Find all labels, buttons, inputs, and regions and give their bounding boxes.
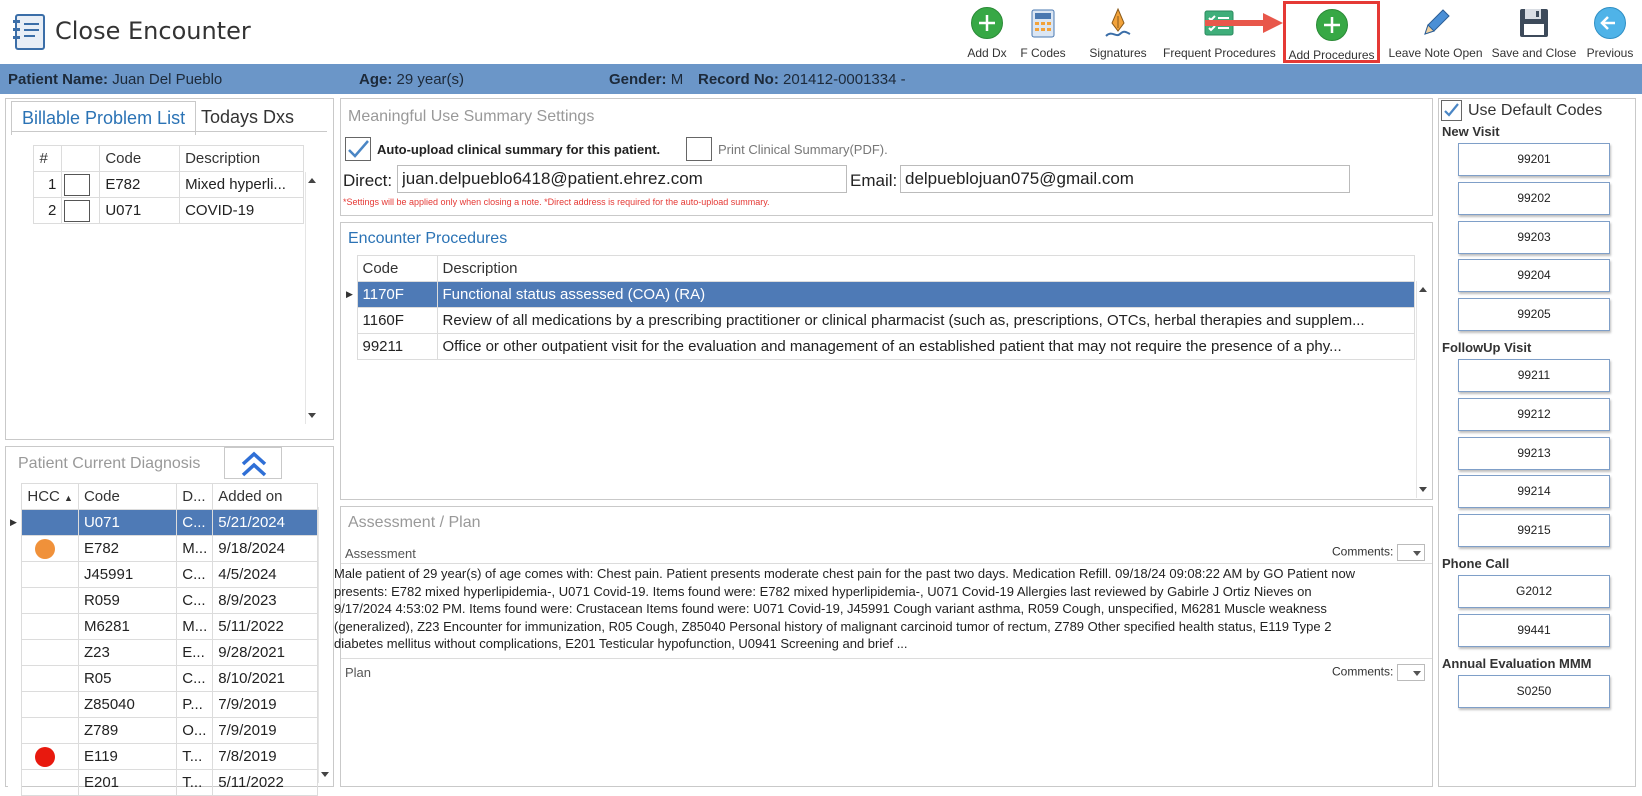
plan-comments[interactable]: Comments: bbox=[1332, 664, 1425, 681]
signatures-button[interactable]: Signatures bbox=[1082, 4, 1154, 60]
collapse-button[interactable] bbox=[224, 447, 282, 479]
email-field[interactable] bbox=[900, 165, 1350, 193]
table-row[interactable]: ▶ 1170F Functional status assessed (COA) (RA) bbox=[343, 282, 1414, 308]
procedures-scrollbar[interactable] bbox=[1416, 281, 1430, 498]
hcc-cell bbox=[22, 614, 79, 640]
row-indicator bbox=[8, 744, 22, 770]
header bbox=[0, 0, 1642, 62]
use-default-codes-label: Use Default Codes bbox=[1468, 102, 1603, 119]
row-checkbox[interactable] bbox=[64, 174, 90, 196]
table-header bbox=[343, 256, 1414, 282]
print-summary-checkbox[interactable] bbox=[686, 137, 712, 161]
patient-info-bar bbox=[0, 64, 1642, 94]
table-row[interactable]: 2 U071 COVID-19 bbox=[18, 198, 304, 224]
settings-warning: *Settings will be applied only when closing a note. *Direct address is required for the auto-upload summary. bbox=[343, 197, 770, 207]
col-code: Code bbox=[78, 484, 176, 510]
calculator-icon bbox=[1026, 6, 1060, 40]
hcc-cell bbox=[22, 562, 79, 588]
problem-list-scrollbar[interactable] bbox=[305, 172, 319, 424]
section-label: Phone Call bbox=[1442, 556, 1510, 571]
section-label: FollowUp Visit bbox=[1442, 340, 1532, 355]
floppy-disk-icon bbox=[1517, 6, 1551, 40]
code-button[interactable]: 99441 bbox=[1458, 614, 1610, 647]
table-row[interactable]: 99211 Office or other outpatient visit for the evaluation and management of an established patient that may not require the presence of a phy... bbox=[343, 334, 1414, 360]
col-code: Code bbox=[357, 256, 437, 282]
save-and-close-button[interactable]: Save and Close bbox=[1489, 4, 1579, 60]
arrow-left-icon bbox=[1593, 6, 1627, 40]
encounter-procedures-title: Encounter Procedures bbox=[348, 230, 508, 247]
col-description: Description bbox=[180, 146, 304, 172]
code-button[interactable]: G2012 bbox=[1458, 575, 1610, 608]
sort-ascending-icon: ▲ bbox=[64, 493, 73, 503]
table-row[interactable]: Z85040 P... 7/9/2019 bbox=[8, 692, 318, 718]
table-row[interactable]: Z23 E... 9/28/2021 bbox=[8, 640, 318, 666]
table-row[interactable]: ▶ U071 C... 5/21/2024 bbox=[8, 510, 318, 536]
table-row[interactable]: J45991 C... 4/5/2024 bbox=[8, 562, 318, 588]
table-row[interactable]: Z789 O... 7/9/2019 bbox=[8, 718, 318, 744]
row-indicator bbox=[8, 718, 22, 744]
row-indicator-icon: ▶ bbox=[8, 510, 22, 536]
current-diagnosis-title: Patient Current Diagnosis bbox=[18, 455, 201, 472]
previous-button[interactable]: Previous bbox=[1582, 4, 1638, 60]
email-label: Email: bbox=[850, 171, 898, 190]
assessment-label: Assessment bbox=[345, 546, 416, 561]
row-indicator bbox=[8, 536, 22, 562]
use-default-codes-checkbox[interactable] bbox=[1441, 100, 1462, 121]
tab-divider bbox=[11, 131, 327, 132]
row-indicator bbox=[8, 770, 22, 796]
current-diagnosis-table bbox=[8, 483, 318, 796]
table-row[interactable]: R059 C... 8/9/2023 bbox=[8, 588, 318, 614]
checkmark-icon bbox=[1442, 101, 1461, 120]
comments-dropdown-icon[interactable] bbox=[1397, 544, 1425, 561]
patient-gender: Gender: M bbox=[609, 71, 684, 88]
code-button[interactable]: 99213 bbox=[1458, 437, 1610, 470]
code-button[interactable]: 99214 bbox=[1458, 475, 1610, 508]
col-select bbox=[62, 146, 100, 172]
procedures-table bbox=[343, 255, 1415, 360]
code-button[interactable]: 99203 bbox=[1458, 221, 1610, 254]
plus-circle-icon bbox=[970, 6, 1004, 40]
col-code: Code bbox=[100, 146, 180, 172]
hcc-cell bbox=[22, 640, 79, 666]
meaningful-use-title: Meaningful Use Summary Settings bbox=[348, 108, 595, 125]
problem-list-table bbox=[18, 145, 304, 224]
hcc-indicator-icon bbox=[35, 747, 55, 767]
code-button[interactable]: 99205 bbox=[1458, 298, 1610, 331]
code-button[interactable]: 99201 bbox=[1458, 143, 1610, 176]
auto-upload-checkbox[interactable] bbox=[345, 137, 371, 161]
hcc-cell bbox=[22, 666, 79, 692]
hcc-cell bbox=[22, 692, 79, 718]
double-chevron-up-icon bbox=[240, 451, 268, 477]
comments-dropdown-icon[interactable] bbox=[1397, 664, 1425, 681]
table-row[interactable]: M6281 M... 5/11/2022 bbox=[8, 614, 318, 640]
hcc-cell bbox=[22, 744, 79, 770]
tab-billable-problem-list[interactable]: Billable Problem List bbox=[11, 101, 196, 135]
code-button[interactable]: 99211 bbox=[1458, 359, 1610, 392]
scroll-up-icon bbox=[308, 178, 316, 183]
scroll-down-icon bbox=[321, 772, 329, 777]
scroll-down-icon bbox=[1419, 487, 1427, 492]
table-row[interactable]: R05 C... 8/10/2021 bbox=[8, 666, 318, 692]
assessment-text[interactable]: Male patient of 29 year(s) of age comes with: Chest pain. Patient presents moderate chest pain for the past two days. Medication Refill. 09/18/24 09:08:22 AM by GO Patient now presents: E782 mixed hyperlipidemia-, U071 Covid-19. Items found were: E782 mixed hyperlipidemia-, U071 Covid-19 Allergies last reviewed by Gabirle J Ortiz Nieves on 9/17/2024 4:53:02 PM. Items found were: Crustacean Items found were: U071 Covid-19, J45991 Cough variant asthma, R059 Cough, unspecified, M6281 Muscle weakness (generalized), Z23 Encounter for immunization, R05 Cough, Z85040 Personal history of malignant carcinoid tumor of rectum, Z789 Other specified health status, E119 Type 2 diabetes mellitus without complications, E201 Testicular hypofunction, U0941 Screening and brief ... bbox=[334, 566, 1356, 651]
print-summary-label: Print Clinical Summary(PDF). bbox=[718, 142, 888, 157]
row-indicator bbox=[8, 666, 22, 692]
notebook-icon bbox=[10, 12, 48, 52]
tab-todays-dxs[interactable]: Todays Dxs bbox=[201, 107, 295, 127]
table-row[interactable]: E201 T... 5/11/2022 bbox=[8, 770, 318, 796]
row-checkbox[interactable] bbox=[64, 200, 90, 222]
hcc-cell bbox=[22, 588, 79, 614]
add-procedures-button[interactable]: Add Procedures bbox=[1283, 1, 1380, 63]
leave-note-open-button[interactable]: Leave Note Open bbox=[1388, 4, 1483, 60]
page-title: Close Encounter bbox=[55, 17, 251, 45]
col-hcc[interactable]: HCC ▲ bbox=[22, 484, 79, 510]
row-indicator-icon: ▶ bbox=[343, 282, 357, 308]
direct-address-field[interactable] bbox=[397, 165, 847, 193]
add-dx-button[interactable]: Add Dx bbox=[952, 4, 1022, 60]
row-indicator bbox=[8, 614, 22, 640]
col-number: # bbox=[34, 146, 62, 172]
table-row[interactable]: 1160F Review of all medications by a prescribing practitioner or clinical pharmacist (such as, prescriptions, OTCs, herbal therapies and supplem... bbox=[343, 308, 1414, 334]
patient-record: Record No: 201412-0001334 - bbox=[698, 71, 906, 88]
row-indicator bbox=[8, 692, 22, 718]
plan-label: Plan bbox=[345, 665, 372, 680]
plus-circle-icon bbox=[1315, 8, 1349, 42]
table-header bbox=[18, 146, 304, 172]
plan-text[interactable] bbox=[341, 685, 1432, 785]
table-row[interactable]: 1 E782 Mixed hyperli... bbox=[18, 172, 304, 198]
hcc-cell bbox=[22, 510, 79, 536]
section-label: Annual Evaluation MMM bbox=[1442, 655, 1592, 671]
assessment-comments[interactable]: Comments: bbox=[1332, 544, 1425, 561]
row-indicator bbox=[8, 588, 22, 614]
hcc-cell bbox=[22, 770, 79, 796]
hcc-indicator-icon bbox=[35, 539, 55, 559]
f-codes-button[interactable]: F Codes bbox=[1013, 4, 1073, 60]
code-button[interactable]: 99215 bbox=[1458, 514, 1610, 547]
diagnosis-scrollbar[interactable] bbox=[318, 507, 332, 783]
checkmark-icon bbox=[346, 138, 370, 160]
patient-age: Age: 29 year(s) bbox=[359, 71, 465, 88]
row-indicator bbox=[8, 640, 22, 666]
code-button[interactable]: S0250 bbox=[1458, 675, 1610, 708]
auto-upload-label: Auto-upload clinical summary for this patient. bbox=[377, 142, 661, 157]
direct-label: Direct: bbox=[343, 171, 393, 190]
code-button[interactable]: 99204 bbox=[1458, 259, 1610, 292]
patient-name: Patient Name: Juan Del Pueblo bbox=[8, 71, 223, 88]
table-row[interactable]: E782 M... 9/18/2024 bbox=[8, 536, 318, 562]
col-description: D... bbox=[177, 484, 213, 510]
hcc-cell bbox=[22, 718, 79, 744]
code-button[interactable]: 99202 bbox=[1458, 182, 1610, 215]
frequent-procedures-button[interactable]: Frequent Procedures bbox=[1163, 4, 1275, 60]
hcc-cell bbox=[22, 536, 79, 562]
arrow-right-icon bbox=[1205, 12, 1285, 34]
table-row[interactable]: E119 T... 7/8/2019 bbox=[8, 744, 318, 770]
col-added-on: Added on bbox=[213, 484, 318, 510]
scroll-down-icon bbox=[308, 413, 316, 418]
section-label: New Visit bbox=[1442, 124, 1500, 139]
row-indicator bbox=[8, 562, 22, 588]
scroll-up-icon bbox=[1419, 287, 1427, 292]
col-description: Description bbox=[437, 256, 1414, 282]
assessment-plan-title: Assessment / Plan bbox=[348, 514, 481, 531]
code-button[interactable]: 99212 bbox=[1458, 398, 1610, 431]
pen-nib-icon bbox=[1101, 6, 1135, 40]
pencil-icon bbox=[1419, 6, 1453, 40]
table-header bbox=[8, 484, 318, 510]
